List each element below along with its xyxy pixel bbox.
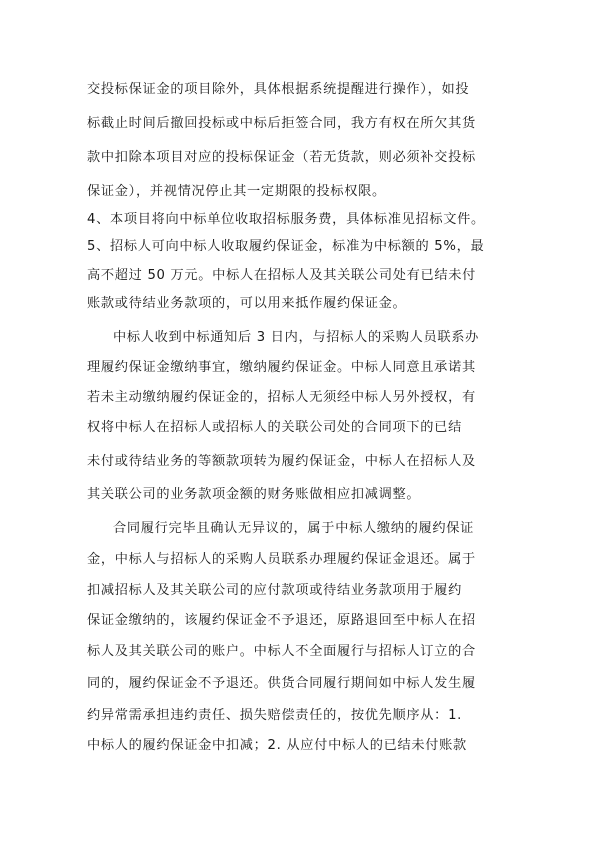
text-line: 同的，履约保证金不予退还。供货合同履行期间如中标人发生履 xyxy=(87,676,476,691)
text-line: 高不超过 50 万元。中标人在招标人及其关联公司处有已结未付 xyxy=(87,268,477,283)
text-line: 权将中标人在招标人或招标人的关联公司处的合同项下的已结 xyxy=(87,420,462,435)
text-line: 若未主动缴纳履约保证金的，招标人无须经中标人另外授权，有 xyxy=(87,390,476,405)
text-line: 理履约保证金缴纳事宜，缴纳履约保证金。中标人同意且承诺其 xyxy=(87,360,476,375)
text-line: 中标人收到中标通知后 3 日内，与招标人的采购人员联系办 xyxy=(113,330,480,345)
text-line: 标截止时间后撤回投标或中标后拒签合同，我方有权在所欠其货 xyxy=(87,116,476,131)
text-line: 保证金），并视情况停止其一定期限的投标权限。 xyxy=(87,184,386,199)
text-line: 合同履行完毕且确认无异议的，属于中标人缴纳的履约保证 xyxy=(113,521,475,536)
text-line: 账款或待结业务款项的，可以用来抵作履约保证金。 xyxy=(87,296,407,311)
text-line: 扣减招标人及其关联公司的应付款项或待结业务款项用于履约 xyxy=(87,583,462,598)
text-line: 未付或待结业务的等额款项转为履约保证金，中标人在招标人及 xyxy=(87,454,476,469)
text-line: 中标人的履约保证金中扣减；2. 从应付中标人的已结未付账款 xyxy=(87,738,467,753)
text-line: 标人及其关联公司的账户。中标人不全面履行与招标人订立的合 xyxy=(87,644,476,659)
text-line: 其关联公司的业务款项金额的财务账做相应扣减调整。 xyxy=(87,487,421,502)
text-line: 金，中标人与招标人的采购人员联系办理履约保证金退还。属于 xyxy=(87,552,476,567)
text-line: 4、本项目将向中标单位收取招标服务费，具体标准见招标文件。 xyxy=(87,212,485,227)
text-line: 约异常需承担违约责任、损失赔偿责任的，按优先顺序从：1. xyxy=(87,708,463,723)
text-line: 交投标保证金的项目除外，具体根据系统提醒进行操作），如投 xyxy=(87,82,470,97)
text-line: 款中扣除本项目对应的投标保证金（若无货款，则必须补交投标 xyxy=(87,150,476,165)
text-line: 保证金缴纳的，该履约保证金不予退还，原路退回至中标人在招 xyxy=(87,613,476,628)
text-line: 5、招标人可向中标人收取履约保证金，标准为中标额的 5%，最 xyxy=(87,239,485,254)
